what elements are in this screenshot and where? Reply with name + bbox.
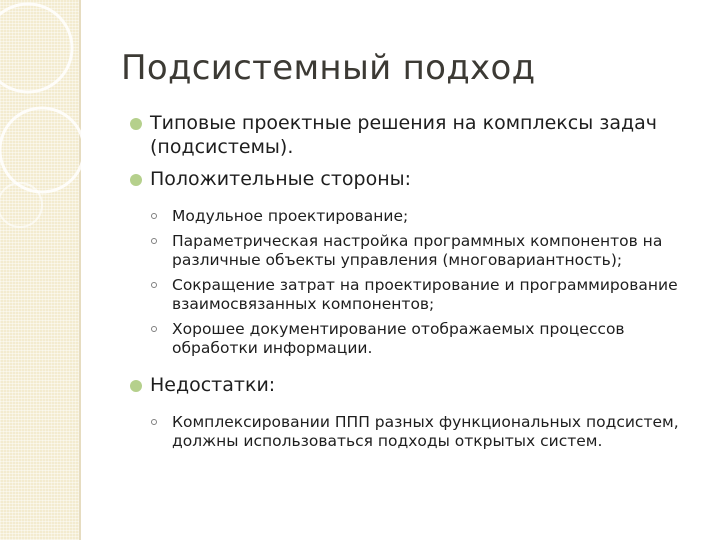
- sub-bullet-text: Параметрическая настройка программных компонентов на различные объекты управления (многовариантность);: [172, 231, 663, 269]
- bullet-text: Положительные стороны:: [150, 168, 412, 190]
- sub-bullet-text: Комплексировании ППП разных функциональных подсистем, должны использоваться подходы открытых систем.: [172, 412, 679, 450]
- sub-bullet-text: Модульное проектирование;: [172, 207, 409, 225]
- ring-bullet-icon: [151, 419, 157, 425]
- sub-bullet-item: [150, 413, 710, 452]
- decorative-circles: [0, 0, 130, 230]
- bullet-dot-icon: [130, 118, 142, 130]
- ring-bullet-icon: [151, 238, 157, 244]
- sub-bullet-list: [150, 413, 710, 452]
- bullet-list: [130, 111, 710, 460]
- ring-bullet-icon: [151, 213, 157, 219]
- ring-bullet-icon: [151, 282, 157, 288]
- sub-bullet-text: Сокращение затрат на проектирование и программирование взаимосвязанных компонентов;: [172, 275, 678, 313]
- sub-bullet-text: Хорошее документирование отображаемых процессов обработки информации.: [172, 319, 625, 357]
- bullet-dot-icon: [130, 174, 142, 186]
- sub-bullet-item: [150, 276, 710, 315]
- bullet-item: [130, 373, 710, 452]
- slide-title: Подсистемный подход: [121, 48, 536, 88]
- bullet-text: Недостатки:: [150, 373, 276, 396]
- sub-bullet-item: [150, 207, 710, 227]
- sub-bullet-list: [150, 207, 710, 359]
- bullet-dot-icon: [130, 380, 142, 392]
- bullet-text: Типовые проектные решения на комплексы задач (подсистемы).: [150, 112, 657, 158]
- sub-bullet-item: [150, 320, 710, 359]
- bullet-item: [130, 111, 710, 159]
- sub-bullet-item: [150, 232, 710, 271]
- bullet-item: [130, 167, 710, 359]
- ring-bullet-icon: [151, 326, 157, 332]
